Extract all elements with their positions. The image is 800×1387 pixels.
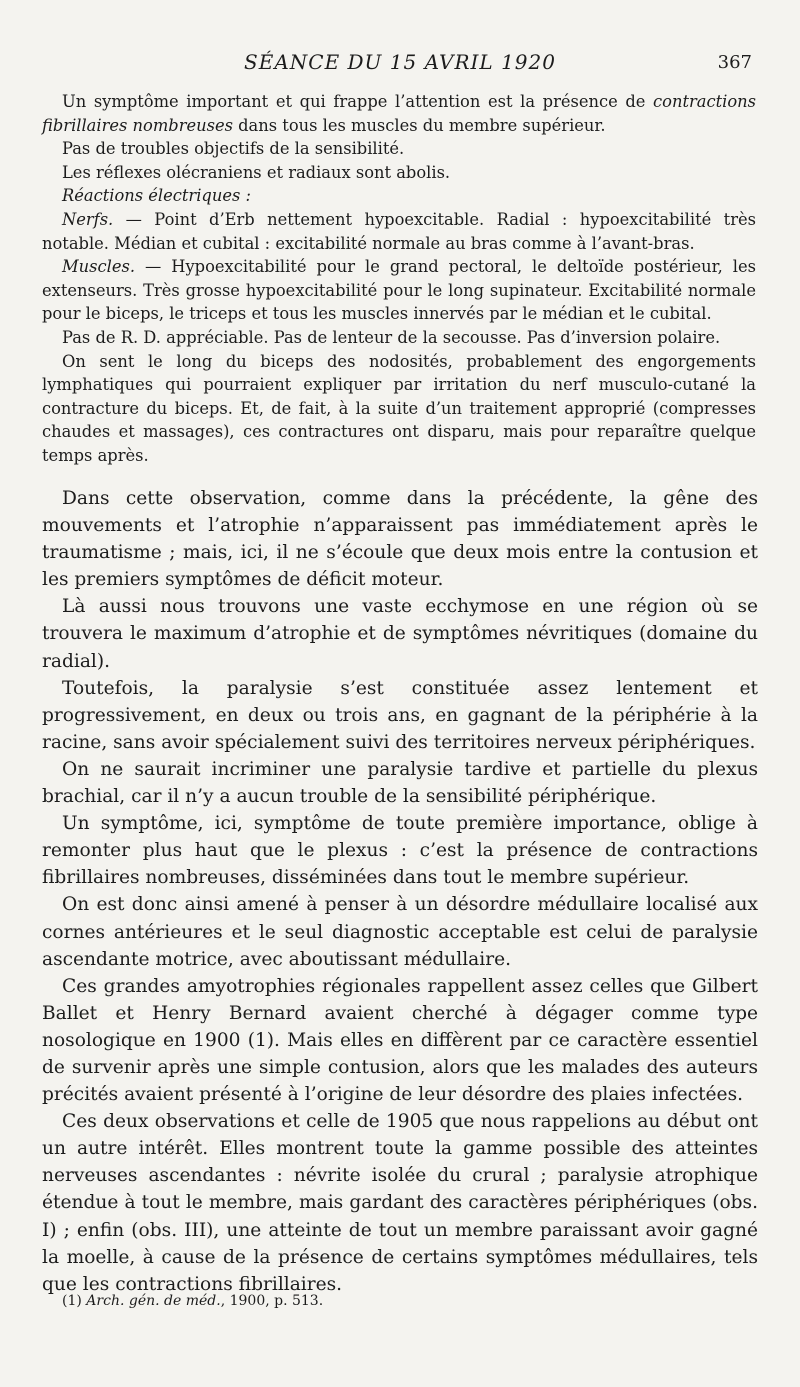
- paragraph-muscles: Muscles. — Hypoexcitabilité pour le grand pectoral, le deltoïde postérieur, les extenseurs. Très grosse hypoexcitabilité pour le long supinateur. Excitabilité normale pour le biceps, le triceps et tous les muscles innervés par le médian et le cubital.: [42, 257, 756, 324]
- clinical-observation: [42, 90, 756, 468]
- discussion-paragraph-7: Ces grandes amyotrophies régionales rappellent assez celles que Gilbert Ballet et Henry Bernard avaient cherché à dégager comme type nosologique en 1900 (1). Mais elles en diffèrent par ce caractère essentiel de survenir après une simple contusion, alors que les malades des auteurs précités avaient présenté à l’origine de leur désordre des plaies infectées.: [42, 975, 758, 1106]
- running-title: SÉANCE DU 15 AVRIL 1920: [244, 50, 556, 74]
- discussion-paragraph-2: Là aussi nous trouvons une vaste ecchymose en une région où se trouvera le maximum d’atrophie et de symptômes névritiques (domaine du radial).: [42, 596, 758, 672]
- nerfs-label: Nerfs.: [62, 209, 114, 229]
- paragraph-nerfs: Nerfs. — Point d’Erb nettement hypoexcitable. Radial : hypoexcitabilité très notable. Médian et cubital : excitabilité normale au bras comme à l’avant-bras.: [42, 209, 756, 253]
- footnote: [62, 1293, 662, 1309]
- footnote-marker: (1): [62, 1293, 82, 1309]
- page-number: 367: [717, 52, 752, 73]
- discussion-paragraph-5: Un symptôme, ici, symptôme de toute première importance, oblige à remonter plus haut que le plexus : c’est la présence de contractions fibrillaires nombreuses, disséminées dans tout le membre supérieur.: [42, 813, 758, 889]
- paragraph-biceps: On sent le long du biceps des nodosités, probablement des engorgements lymphatiques qui pourraient expliquer par irritation du nerf musculo-cutané la contracture du biceps. Et, de fait, à la suite d’un traitement approprié (compresses chaudes et massages), ces contractures ont disparu, mais pour reparaître quelque temps après.: [42, 351, 756, 465]
- paragraph-reflexes: Les réflexes olécraniens et radiaux sont abolis.: [62, 162, 451, 182]
- paragraph-sensibility: Pas de troubles objectifs de la sensibilité.: [62, 139, 405, 159]
- discussion-paragraph-8: Ces deux observations et celle de 1905 que nous rappelions au début ont un autre intérêt. Elles montrent toute la gamme possible des atteintes nerveuses ascendantes : névrite isolée du crural ; paralysie atrophique étendue à tout le membre, mais gardant des caractères périphériques (obs. I) ; enfin (obs. III), une atteinte de tout un membre paraissant avoir gagné la moelle, à cause de la présence de certains symptômes médullaires, tels que les contractions fibrillaires.: [42, 1111, 758, 1295]
- discussion-paragraph-4: On ne saurait incriminer une paralysie tardive et partielle du plexus brachial, car il n’y a aucun trouble de la sensibilité périphérique.: [42, 758, 758, 808]
- page-header: [0, 50, 800, 80]
- footnote-source: Arch. gén. de méd.: [86, 1293, 221, 1309]
- paragraph-rd: Pas de R. D. appréciable. Pas de lenteur de la secousse. Pas d’inversion polaire.: [62, 327, 721, 347]
- reactions-heading: Réactions électriques :: [62, 186, 251, 206]
- discussion: [42, 485, 758, 1298]
- discussion-paragraph-1: Dans cette observation, comme dans la précédente, la gêne des mouvements et l’atrophie n’apparaissent pas immédiatement après le traumatisme ; mais, ici, il ne s’écoule que deux mois entre la contusion et les premiers symptômes de déficit moteur.: [42, 488, 758, 591]
- emphasis-contractions: contractions fibrillaires nombreuses: [42, 92, 756, 135]
- paragraph-symptom: Un symptôme important et qui frappe l’attention est la présence de contractions fibrillaires nombreuses dans tous les muscles du membre supérieur.: [42, 92, 756, 135]
- footnote-details: , 1900, p. 513.: [220, 1293, 324, 1309]
- discussion-paragraph-6: On est donc ainsi amené à penser à un désordre médullaire localisé aux cornes antérieures et le seul diagnostic acceptable est celui de paralysie ascendante motrice, avec aboutissant médullaire.: [42, 894, 758, 970]
- discussion-paragraph-3: Toutefois, la paralysie s’est constituée assez lentement et progressivement, en deux ou trois ans, en gagnant de la périphérie à la racine, sans avoir spécialement suivi des territoires nerveux périphériques.: [42, 677, 758, 753]
- muscles-label: Muscles.: [62, 257, 136, 277]
